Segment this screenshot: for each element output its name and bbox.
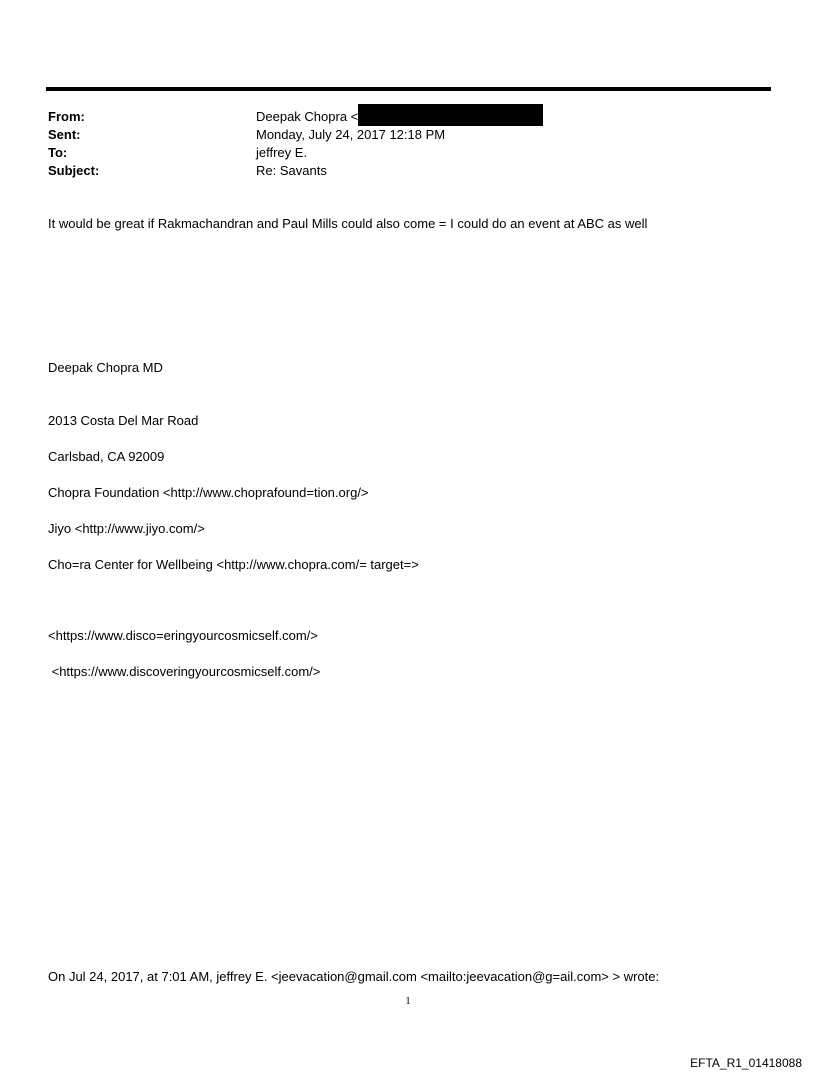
subject-label: Subject: (48, 163, 100, 178)
signature-link-jiyo: Jiyo <http://www.jiyo.com/> (48, 521, 205, 536)
to-value: jeffrey E. (256, 145, 308, 160)
from-value (256, 108, 768, 126)
signature-link-cosmicself-2: <https://www.discoveringyourcosmicself.com/> (48, 664, 321, 679)
signature-link-cosmicself-1: <https://www.disco=eringyourcosmicself.com/> (48, 628, 318, 643)
redaction-box (358, 104, 543, 126)
from-row (48, 108, 768, 126)
signature-link-wellbeing: Cho=ra Center for Wellbeing <http://www.chopra.com/= target=> (48, 557, 419, 572)
header-divider (46, 87, 771, 91)
signature-link-foundation: Chopra Foundation <http://www.choprafound=tion.org/> (48, 485, 369, 500)
signature-name: Deepak Chopra MD (48, 360, 163, 375)
signature-address-line1: 2013 Costa Del Mar Road (48, 413, 199, 428)
subject-row (48, 162, 768, 180)
email-header (48, 108, 768, 180)
sent-value: Monday, July 24, 2017 12:18 PM (256, 127, 446, 142)
page-number: 1 (405, 995, 411, 1007)
document-id: EFTA_R1_01418088 (690, 1056, 802, 1070)
from-label: From: (48, 109, 85, 124)
sent-label: Sent: (48, 127, 81, 142)
email-body: It would be great if Rakmachandran and Paul Mills could also come = I could do an event at ABC as well (48, 216, 648, 231)
from-name: Deepak Chopra < (256, 109, 359, 124)
sent-row (48, 126, 768, 144)
subject-value: Re: Savants (256, 163, 327, 178)
to-row (48, 144, 768, 162)
to-label: To: (48, 145, 68, 160)
quoted-reply-intro: On Jul 24, 2017, at 7:01 AM, jeffrey E. <jeevacation@gmail.com <mailto:jeevacation@g=ail.com> > wrote: (48, 969, 660, 984)
signature-address-line2: Carlsbad, CA 92009 (48, 449, 165, 464)
